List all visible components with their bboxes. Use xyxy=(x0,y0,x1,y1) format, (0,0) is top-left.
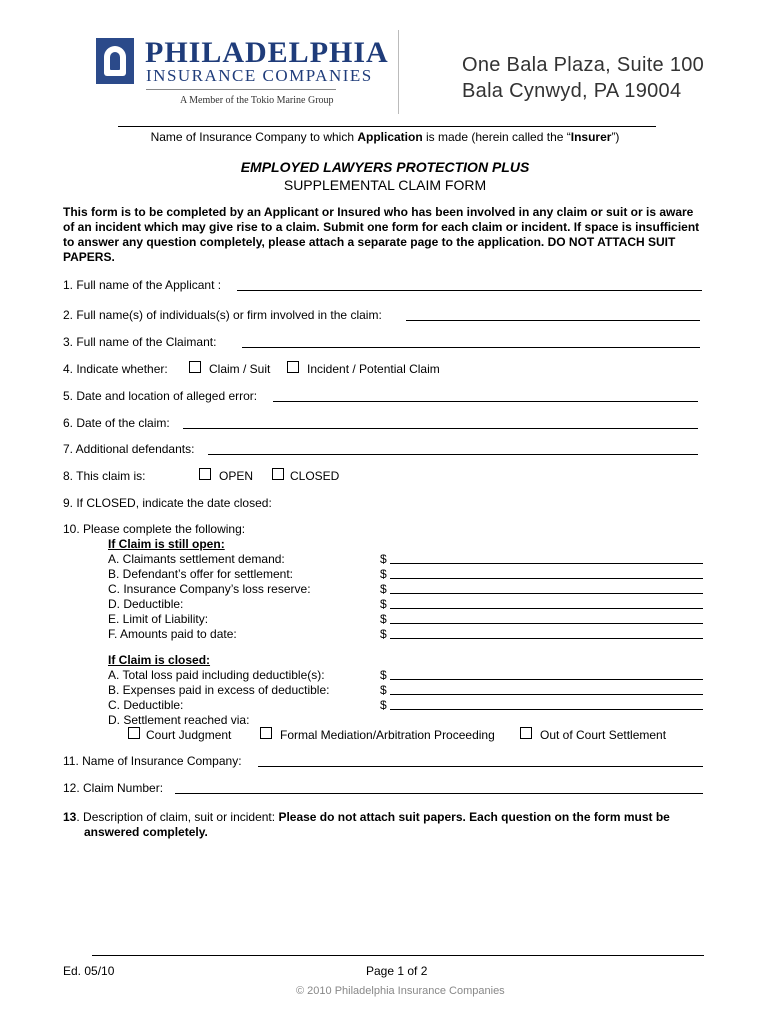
dollar-sign: $ xyxy=(380,567,387,581)
insurance-company-field[interactable] xyxy=(258,755,703,767)
dollar-sign: $ xyxy=(380,552,387,566)
incident-checkbox[interactable] xyxy=(287,361,299,373)
closed-label: CLOSED xyxy=(290,469,340,483)
dollar-sign: $ xyxy=(380,668,387,682)
edition-label: Ed. 05/10 xyxy=(63,964,115,978)
q4-label: 4. Indicate whether: xyxy=(63,362,168,376)
q5-label: 5. Date and location of alleged error: xyxy=(63,389,258,403)
expenses-paid-field[interactable] xyxy=(390,683,703,695)
open-deductible-field[interactable] xyxy=(390,597,703,609)
dollar-sign: $ xyxy=(380,698,387,712)
insurer-caption xyxy=(0,130,770,144)
q6-label: 6. Date of the claim: xyxy=(63,416,170,430)
out-of-court-label: Out of Court Settlement xyxy=(540,728,667,742)
open-item-d: D. Deductible: xyxy=(108,597,184,611)
court-judgment-checkbox[interactable] xyxy=(128,727,140,739)
dollar-sign: $ xyxy=(380,597,387,611)
loss-reserve-field[interactable] xyxy=(390,582,703,594)
incident-label: Incident / Potential Claim xyxy=(307,362,440,376)
court-judgment-label: Court Judgment xyxy=(146,728,232,742)
caption-bold: Insurer xyxy=(570,130,612,144)
page-number: Page 1 of 2 xyxy=(366,964,428,978)
liberty-bell-icon-inner xyxy=(110,52,120,70)
claim-suit-label: Claim / Suit xyxy=(209,362,271,376)
mediation-checkbox[interactable] xyxy=(260,727,272,739)
closed-item-c: C. Deductible: xyxy=(108,698,184,712)
dollar-sign: $ xyxy=(380,627,387,641)
open-item-e: E. Limit of Liability: xyxy=(108,612,209,626)
q13-instruction-2: answered completely. xyxy=(84,825,208,839)
address-line-2: Bala Cynwyd, PA 19004 xyxy=(462,80,682,102)
q9-label: 9. If CLOSED, indicate the date closed: xyxy=(63,496,272,510)
form-subtitle: SUPPLEMENTAL CLAIM FORM xyxy=(283,177,487,193)
defendant-offer-field[interactable] xyxy=(390,567,703,579)
q1-label: 1. Full name of the Applicant : xyxy=(63,278,222,292)
q13-label: . Description of claim, suit or incident: xyxy=(76,810,279,824)
insurer-name-field[interactable] xyxy=(118,126,656,127)
logo-title: PHILADELPHIA xyxy=(145,36,389,69)
settlement-demand-field[interactable] xyxy=(390,552,703,564)
applicant-name-field[interactable] xyxy=(237,279,702,291)
out-of-court-checkbox[interactable] xyxy=(520,727,532,739)
logo-subtitle: INSURANCE COMPANIES xyxy=(146,66,373,85)
open-item-a: A. Claimants settlement demand: xyxy=(108,552,285,566)
dollar-sign: $ xyxy=(380,582,387,596)
open-checkbox[interactable] xyxy=(199,468,211,480)
dollar-sign: $ xyxy=(380,612,387,626)
date-location-field[interactable] xyxy=(273,390,698,402)
individuals-firm-field[interactable] xyxy=(406,309,700,321)
intro-paragraph: This form is to be completed by an Applicant or Insured who has been involved in any claim or suit or is aware of an incident which may give rise to a claim. Submit one form for each claim or incident. If space is insufficient to answer any question completely, please attach a separate page to the application. DO NOT ATTACH SUIT PAPERS. xyxy=(63,205,700,264)
claim-date-field[interactable] xyxy=(183,417,698,429)
closed-checkbox[interactable] xyxy=(272,468,284,480)
form-title: EMPLOYED LAWYERS PROTECTION PLUS xyxy=(240,159,530,175)
q8-label: 8. This claim is: xyxy=(63,469,146,483)
q3-label: 3. Full name of the Claimant: xyxy=(63,335,217,349)
closed-deductible-field[interactable] xyxy=(390,698,703,710)
caption-text: is made (herein called the “ xyxy=(422,130,571,144)
logo-member-text: A Member of the Tokio Marine Group xyxy=(180,95,334,106)
caption-bold: Application xyxy=(357,130,423,144)
mediation-label: Formal Mediation/Arbitration Proceeding xyxy=(280,728,495,742)
dollar-sign: $ xyxy=(380,683,387,697)
amounts-paid-field[interactable] xyxy=(390,627,703,639)
claim-suit-checkbox[interactable] xyxy=(189,361,201,373)
closed-item-b: B. Expenses paid in excess of deductible: xyxy=(108,683,330,697)
logo-divider xyxy=(146,89,336,90)
open-item-c: C. Insurance Company’s loss reserve: xyxy=(108,582,311,596)
open-item-b: B. Defendant’s offer for settlement: xyxy=(108,567,293,581)
claim-description-area[interactable] xyxy=(63,840,703,945)
q7-label: 7. Additional defendants: xyxy=(63,442,195,456)
footer-rule xyxy=(92,955,704,956)
q13-instruction: Please do not attach suit papers. Each question on the form must be xyxy=(278,810,670,824)
q13-number: 13 xyxy=(63,810,77,824)
q2-label: 2. Full name(s) of individuals(s) or firm involved in the claim: xyxy=(63,308,382,322)
open-item-f: F. Amounts paid to date: xyxy=(108,627,237,641)
caption-text: Name of Insurance Company to which xyxy=(150,130,358,144)
open-heading: If Claim is still open: xyxy=(108,537,225,551)
claim-number-field[interactable] xyxy=(175,782,703,794)
address-line-1: One Bala Plaza, Suite 100 xyxy=(462,54,705,76)
closed-heading: If Claim is closed: xyxy=(108,653,211,667)
caption-text: ”) xyxy=(611,130,620,144)
q12-label: 12. Claim Number: xyxy=(63,781,164,795)
open-label: OPEN xyxy=(219,469,254,483)
total-loss-field[interactable] xyxy=(390,668,703,680)
q10-label: 10. Please complete the following: xyxy=(63,522,246,536)
closed-item-d: D. Settlement reached via: xyxy=(108,713,250,727)
header-divider xyxy=(398,30,399,114)
q13-text xyxy=(63,810,708,840)
copyright: © 2010 Philadelphia Insurance Companies xyxy=(296,985,505,997)
limit-liability-field[interactable] xyxy=(390,612,703,624)
q11-label: 11. Name of Insurance Company: xyxy=(63,754,242,768)
closed-item-a: A. Total loss paid including deductible(s): xyxy=(108,668,325,682)
additional-defendants-field[interactable] xyxy=(208,443,698,455)
claimant-name-field[interactable] xyxy=(242,336,700,348)
